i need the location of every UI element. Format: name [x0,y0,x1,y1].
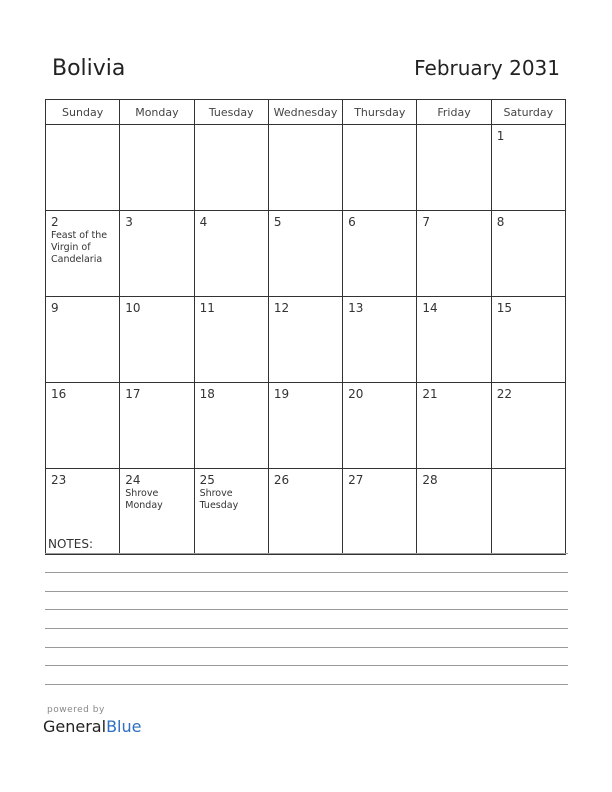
day-number: 14 [422,301,438,315]
note-line [45,572,568,573]
day-number: 3 [125,215,133,229]
day-cell [194,211,268,297]
day-number: 10 [125,301,141,315]
day-cell [46,125,120,211]
day-number: 8 [496,215,505,229]
day-cell [417,383,491,469]
day-number: 12 [273,301,290,315]
day-cell [46,297,120,383]
weekday-header: Friday [417,100,491,125]
day-cell [491,125,565,211]
note-line [45,684,568,685]
note-line [45,609,568,610]
country-title: Bolivia [52,56,126,81]
day-number: 15 [496,301,512,315]
day-cell [417,125,491,211]
day-number: 23 [51,473,67,487]
day-number: 13 [348,301,364,315]
day-cell [46,383,120,469]
holiday-label: Shrove Tuesday [199,488,239,511]
month-year-title: February 2031 [414,56,560,80]
day-cell [343,383,417,469]
day-number: 19 [273,387,290,401]
calendar-grid [45,99,566,555]
day-cell [268,297,342,383]
week-row [46,125,566,211]
note-line [45,591,568,592]
day-number: 11 [199,301,215,315]
day-cell [417,469,491,555]
day-number: 18 [199,387,215,401]
day-cell [491,469,565,555]
day-cell [194,383,268,469]
week-row [46,297,566,383]
day-cell [194,125,268,211]
day-cell [194,469,268,555]
generalblue-logo [43,717,141,736]
weekday-header-row [46,100,566,125]
day-number: 27 [348,473,364,487]
day-cell [268,469,342,555]
day-number: 20 [348,387,364,401]
day-cell [491,383,565,469]
weekday-header: Saturday [491,100,565,125]
holiday-label: Shrove Monday [125,488,163,511]
day-cell [268,125,342,211]
note-line [45,647,568,648]
day-cell [491,211,565,297]
day-number: 17 [125,387,141,401]
holiday-label: Feast of the Virgin of Candelaria [51,230,108,265]
day-cell [46,211,120,297]
day-cell [120,469,194,555]
day-number: 24 [125,473,141,487]
week-row [46,211,566,297]
day-cell [120,383,194,469]
note-line [45,665,568,666]
day-cell [417,211,491,297]
note-line [45,628,568,629]
day-cell [120,297,194,383]
brand-general: General [43,717,107,736]
brand-blue: Blue [106,717,142,736]
day-cell [194,297,268,383]
day-cell [268,211,342,297]
weekday-header: Monday [120,100,194,125]
day-number: 16 [51,387,67,401]
day-number: 28 [422,473,438,487]
day-cell [343,469,417,555]
day-cell [343,297,417,383]
week-row [46,383,566,469]
day-number: 2 [51,215,59,229]
day-number: 9 [51,301,59,315]
day-cell [343,211,417,297]
day-cell [268,383,342,469]
weekday-header: Tuesday [194,100,268,125]
day-number: 22 [496,387,512,401]
day-number: 1 [496,129,505,143]
day-number: 26 [273,473,290,487]
weekday-header: Thursday [343,100,417,125]
day-cell [120,211,194,297]
day-number: 4 [199,215,208,229]
day-cell [343,125,417,211]
day-number: 5 [273,215,282,229]
week-row [46,469,566,555]
note-line [45,553,568,554]
day-cell [120,125,194,211]
notes-label: NOTES: [48,537,93,551]
weekday-header: Sunday [46,100,120,125]
powered-by-label: powered by [47,705,105,715]
day-number: 21 [422,387,438,401]
day-number: 6 [348,215,356,229]
day-number: 7 [422,215,431,229]
day-cell [491,297,565,383]
day-cell [417,297,491,383]
day-number: 25 [199,473,215,487]
weekday-header: Wednesday [268,100,342,125]
